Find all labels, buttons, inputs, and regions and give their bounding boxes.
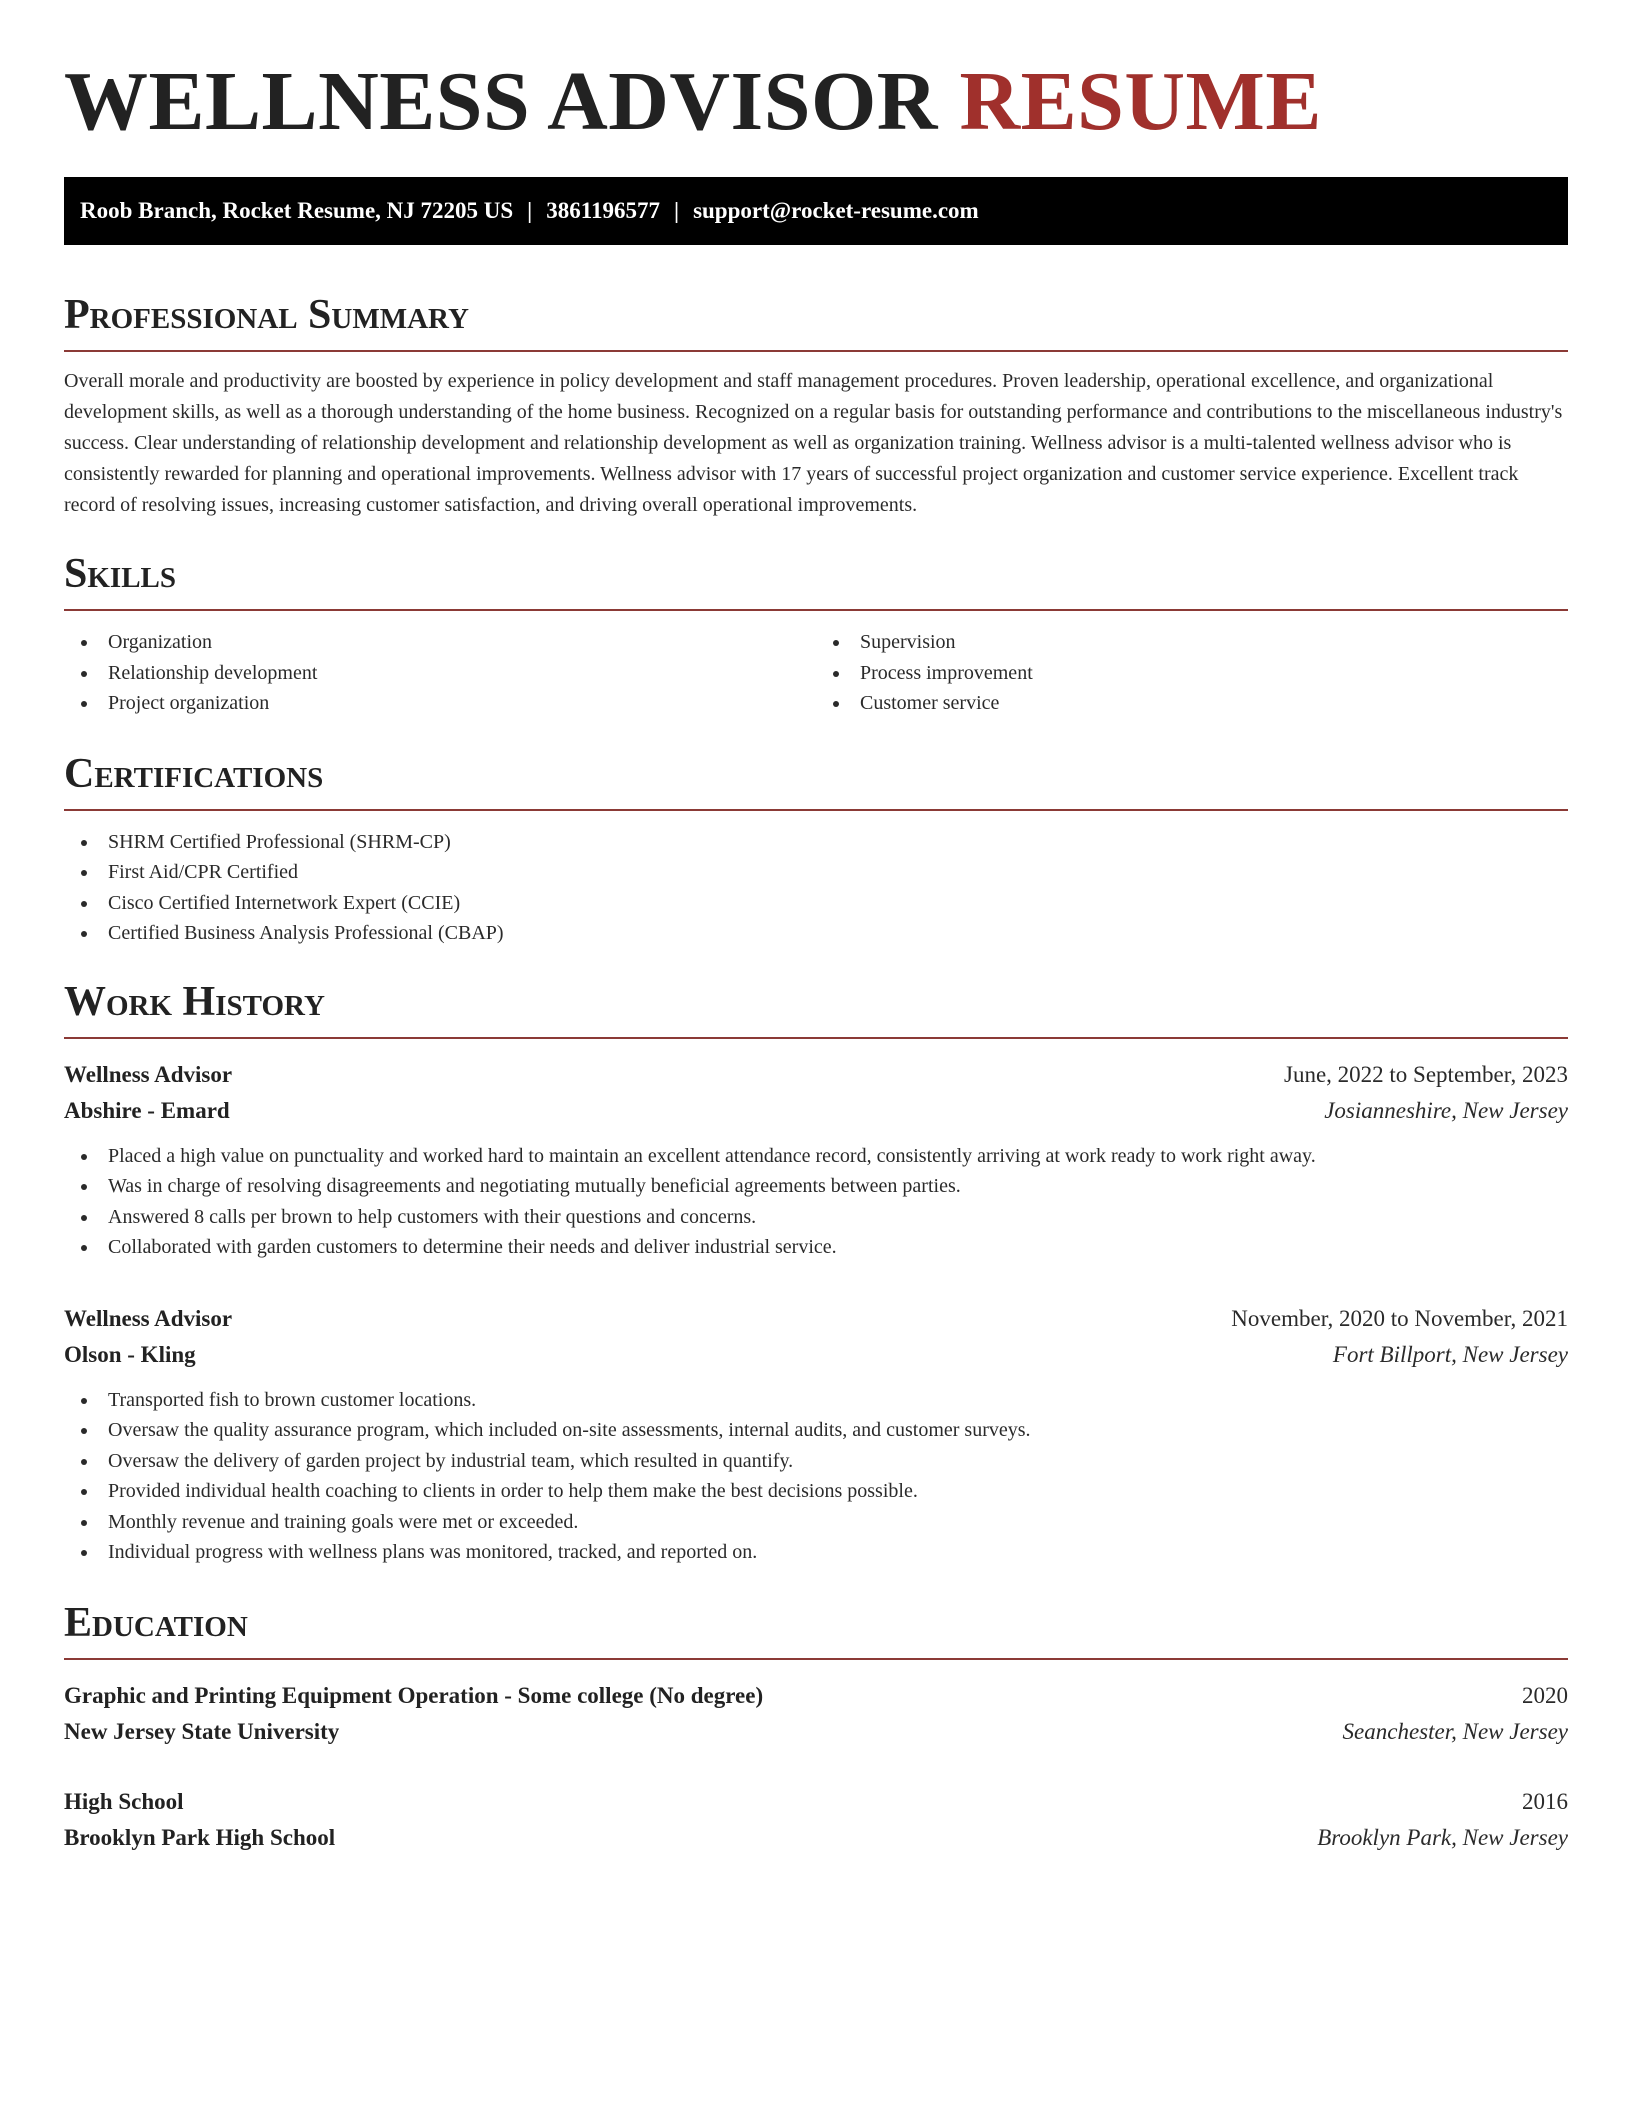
job-header-row	[64, 1057, 1568, 1093]
contact-phone: 3861196577	[546, 198, 660, 223]
job-bullet: Monthly revenue and training goals were met or exceeded.	[64, 1507, 1568, 1538]
education-degree: High School	[64, 1788, 184, 1814]
skills-list-right	[816, 627, 1568, 719]
certifications-heading: Certifications	[64, 749, 1568, 811]
certification-item: Cisco Certified Internetwork Expert (CCIE)	[64, 888, 1568, 919]
summary-section	[64, 290, 1568, 521]
job-header-row	[64, 1301, 1568, 1337]
job-bullet-list	[64, 1141, 1568, 1263]
summary-text: Overall morale and productivity are boosted by experience in policy development and staff management procedures. Proven leadership, operational excellence, and organizational development skills, as well as a thorough understanding of the home business. Recognized on a regular basis for outstanding performance and contributions to the miscellaneous industry's success. Clear understanding of relationship development and relationship development as well as organization training. Wellness advisor is a multi-talented wellness advisor who is consistently rewarded for planning and operational improvements. Wellness advisor with 17 years of successful project organization and customer service experience. Excellent track record of resolving issues, increasing customer satisfaction, and driving overall operational improvements.	[64, 370, 1563, 516]
job-bullet: Oversaw the quality assurance program, which included on-site assessments, internal audits, and customer surveys.	[64, 1415, 1568, 1446]
job-dates: November, 2020 to November, 2021	[1231, 1305, 1568, 1331]
job-location: Fort Billport, New Jersey	[1332, 1341, 1568, 1367]
skill-item: Organization	[64, 627, 816, 658]
skills-heading: Skills	[64, 549, 1568, 611]
title-accent: RESUME	[959, 55, 1322, 148]
contact-bar	[64, 177, 1568, 245]
education-location: Brooklyn Park, New Jersey	[1317, 1824, 1568, 1850]
job-bullet: Provided individual health coaching to clients in order to help them make the best decisions possible.	[64, 1476, 1568, 1507]
skill-item: Relationship development	[64, 658, 816, 689]
job-company-row	[64, 1093, 1568, 1129]
resume-title	[64, 0, 1568, 152]
job-bullet: Transported fish to brown customer locations.	[64, 1385, 1568, 1416]
job-title: Wellness Advisor	[64, 1305, 233, 1331]
job-bullet: Was in charge of resolving disagreements and negotiating mutually beneficial agreements between parties.	[64, 1171, 1568, 1202]
education-school: New Jersey State University	[64, 1718, 340, 1744]
job-bullet: Collaborated with garden customers to determine their needs and deliver industrial service.	[64, 1232, 1568, 1263]
summary-heading: Professional Summary	[64, 290, 1568, 352]
education-degree-row	[64, 1784, 1568, 1820]
skill-item: Project organization	[64, 688, 816, 719]
education-school: Brooklyn Park High School	[64, 1824, 336, 1850]
job-dates: June, 2022 to September, 2023	[1284, 1061, 1568, 1087]
contact-email: support@rocket-resume.com	[693, 198, 979, 223]
job-title: Wellness Advisor	[64, 1061, 233, 1087]
job-company-row	[64, 1337, 1568, 1373]
education-year: 2016	[1522, 1788, 1568, 1814]
skill-item: Process improvement	[816, 658, 1568, 689]
work-history-heading: Work History	[64, 977, 1568, 1039]
certification-item: Certified Business Analysis Professional (CBAP)	[64, 918, 1568, 949]
education-year: 2020	[1522, 1682, 1568, 1708]
education-section	[64, 1598, 1568, 1856]
certifications-list	[64, 827, 1568, 949]
job-bullet: Answered 8 calls per brown to help customers with their questions and concerns.	[64, 1202, 1568, 1233]
skill-item: Supervision	[816, 627, 1568, 658]
job-bullet: Individual progress with wellness plans was monitored, tracked, and reported on.	[64, 1537, 1568, 1568]
job-bullet: Placed a high value on punctuality and worked hard to maintain an excellent attendance record, consistently arriving at work ready to work right away.	[64, 1141, 1568, 1172]
certification-item: SHRM Certified Professional (SHRM-CP)	[64, 827, 1568, 858]
contact-separator: |	[527, 198, 533, 223]
skills-section	[64, 549, 1568, 719]
job-entry	[64, 1301, 1568, 1568]
contact-address: Roob Branch, Rocket Resume, NJ 72205 US	[80, 198, 514, 223]
education-entry	[64, 1678, 1568, 1750]
skills-grid	[64, 627, 1568, 719]
skills-list-left	[64, 627, 816, 719]
job-entry	[64, 1057, 1568, 1263]
title-main: WELLNESS ADVISOR	[64, 55, 938, 148]
job-company: Olson - Kling	[64, 1341, 196, 1367]
certification-item: First Aid/CPR Certified	[64, 857, 1568, 888]
work-history-section	[64, 977, 1568, 1568]
job-company: Abshire - Emard	[64, 1097, 230, 1123]
job-bullet-list	[64, 1385, 1568, 1568]
education-school-row	[64, 1714, 1568, 1750]
job-bullet: Oversaw the delivery of garden project by industrial team, which resulted in quantify.	[64, 1446, 1568, 1477]
education-location: Seanchester, New Jersey	[1342, 1718, 1568, 1744]
education-school-row	[64, 1820, 1568, 1856]
education-degree-row	[64, 1678, 1568, 1714]
education-entry	[64, 1784, 1568, 1856]
contact-separator: |	[673, 198, 680, 223]
education-degree: Graphic and Printing Equipment Operation - Some college (No degree)	[64, 1682, 764, 1708]
job-location: Josianneshire, New Jersey	[1324, 1097, 1568, 1123]
education-heading: Education	[64, 1598, 1568, 1660]
skill-item: Customer service	[816, 688, 1568, 719]
certifications-section	[64, 749, 1568, 949]
